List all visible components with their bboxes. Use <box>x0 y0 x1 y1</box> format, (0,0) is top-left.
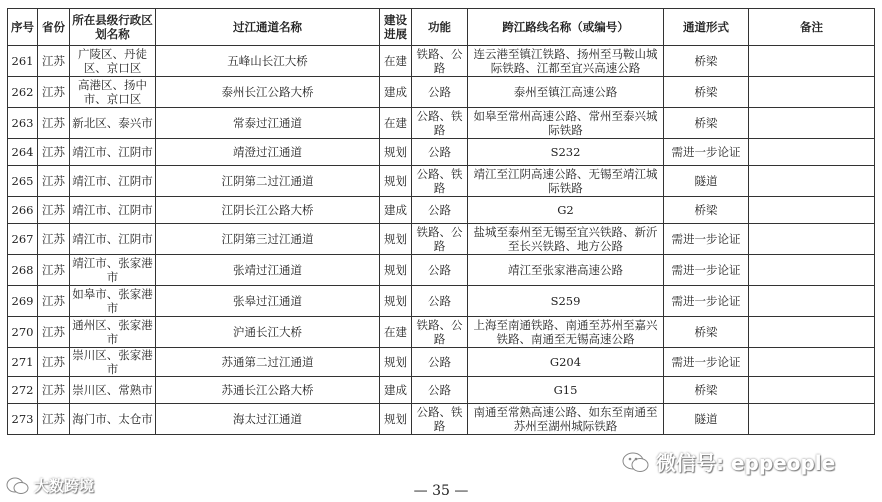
cell-name: 五峰山长江大桥 <box>156 46 380 77</box>
cell-remark <box>749 46 875 77</box>
header-district: 所在县级行政区划名称 <box>70 9 156 46</box>
cell-district: 崇川区、常熟市 <box>70 377 156 404</box>
cell-remark <box>749 317 875 348</box>
cell-form: 需进一步论证 <box>664 139 749 166</box>
cell-route: 盐城至泰州至无锡至宜兴铁路、新沂至长兴铁路、地方公路 <box>468 224 664 255</box>
cell-province: 江苏 <box>38 197 70 224</box>
cell-status: 建成 <box>380 197 412 224</box>
cell-route: 靖江至江阴高速公路、无锡至靖江城际铁路 <box>468 166 664 197</box>
cell-name: 江阴长江公路大桥 <box>156 197 380 224</box>
header-province: 省份 <box>38 9 70 46</box>
table-row <box>8 166 875 197</box>
table-row <box>8 348 875 377</box>
cell-name: 江阴第二过江通道 <box>156 166 380 197</box>
cell-form: 需进一步论证 <box>664 348 749 377</box>
cell-district: 靖江市、江阴市 <box>70 139 156 166</box>
cell-name: 张皋过江通道 <box>156 286 380 317</box>
cell-status: 规划 <box>380 166 412 197</box>
cell-district: 靖江市、江阴市 <box>70 166 156 197</box>
cell-name: 沪通长江大桥 <box>156 317 380 348</box>
cell-form: 桥梁 <box>664 46 749 77</box>
cell-province: 江苏 <box>38 166 70 197</box>
cell-province: 江苏 <box>38 224 70 255</box>
cell-function: 公路 <box>412 377 468 404</box>
cell-status: 建成 <box>380 377 412 404</box>
cell-province: 江苏 <box>38 139 70 166</box>
cell-function: 公路、铁路 <box>412 166 468 197</box>
cell-name: 苏通第二过江通道 <box>156 348 380 377</box>
cell-function: 公路 <box>412 77 468 108</box>
cell-form: 需进一步论证 <box>664 224 749 255</box>
table-row <box>8 286 875 317</box>
cell-name: 张靖过江通道 <box>156 255 380 286</box>
cell-function: 铁路、公路 <box>412 46 468 77</box>
cell-district: 高港区、扬中市、京口区 <box>70 77 156 108</box>
cell-route: 南通至常熟高速公路、如东至南通至苏州至湖州城际铁路 <box>468 404 664 435</box>
cell-name: 苏通长江公路大桥 <box>156 377 380 404</box>
cell-status: 在建 <box>380 46 412 77</box>
cell-no: 261 <box>8 46 38 77</box>
wechat-watermark <box>622 449 872 477</box>
cell-no: 266 <box>8 197 38 224</box>
header-function: 功能 <box>412 9 468 46</box>
cell-district: 广陵区、丹徒区、京口区 <box>70 46 156 77</box>
cell-remark <box>749 139 875 166</box>
cell-remark <box>749 404 875 435</box>
cell-status: 建成 <box>380 77 412 108</box>
cell-name: 常泰过江通道 <box>156 108 380 139</box>
cell-route: 上海至南通铁路、南通至苏州至嘉兴铁路、南通至无锡高速公路 <box>468 317 664 348</box>
watermark-text: 微信号: eppeople <box>656 451 836 475</box>
cell-form: 桥梁 <box>664 197 749 224</box>
table-row <box>8 108 875 139</box>
cell-status: 在建 <box>380 108 412 139</box>
cell-status: 规划 <box>380 224 412 255</box>
table-row <box>8 377 875 404</box>
table-row <box>8 317 875 348</box>
cell-no: 269 <box>8 286 38 317</box>
cell-province: 江苏 <box>38 348 70 377</box>
brand-watermark-text: 大数跨境 <box>34 477 95 495</box>
cell-no: 264 <box>8 139 38 166</box>
cell-no: 272 <box>8 377 38 404</box>
cell-route: 连云港至镇江铁路、扬州至马鞍山城际铁路、江都至宜兴高速公路 <box>468 46 664 77</box>
cell-form: 需进一步论证 <box>664 286 749 317</box>
cell-district: 新北区、泰兴市 <box>70 108 156 139</box>
cell-route: S232 <box>468 139 664 166</box>
cell-function: 公路 <box>412 255 468 286</box>
cell-name: 江阴第三过江通道 <box>156 224 380 255</box>
cell-province: 江苏 <box>38 108 70 139</box>
cell-province: 江苏 <box>38 377 70 404</box>
cell-form: 隧道 <box>664 404 749 435</box>
cell-district: 靖江市、江阴市 <box>70 197 156 224</box>
header-route: 跨江路线名称（或编号） <box>468 9 664 46</box>
header-name: 过江通道名称 <box>156 9 380 46</box>
cell-remark <box>749 197 875 224</box>
cell-remark <box>749 377 875 404</box>
cell-route: 如皋至常州高速公路、常州至泰兴城际铁路 <box>468 108 664 139</box>
cell-function: 公路、铁路 <box>412 404 468 435</box>
cell-no: 271 <box>8 348 38 377</box>
cell-no: 262 <box>8 77 38 108</box>
cell-function: 铁路、公路 <box>412 224 468 255</box>
table-row <box>8 255 875 286</box>
cell-function: 公路 <box>412 197 468 224</box>
cell-status: 规划 <box>380 404 412 435</box>
header-status: 建设进展 <box>380 9 412 46</box>
table-row <box>8 46 875 77</box>
table-row <box>8 139 875 166</box>
cell-status: 在建 <box>380 317 412 348</box>
cell-function: 公路 <box>412 286 468 317</box>
cell-status: 规划 <box>380 255 412 286</box>
cell-function: 公路、铁路 <box>412 108 468 139</box>
cell-province: 江苏 <box>38 404 70 435</box>
cell-function: 铁路、公路 <box>412 317 468 348</box>
cell-province: 江苏 <box>38 77 70 108</box>
cell-district: 通州区、张家港市 <box>70 317 156 348</box>
cell-route: G2 <box>468 197 664 224</box>
cell-province: 江苏 <box>38 286 70 317</box>
cell-district: 崇川区、张家港市 <box>70 348 156 377</box>
cell-remark <box>749 108 875 139</box>
cell-no: 263 <box>8 108 38 139</box>
cell-no: 268 <box>8 255 38 286</box>
cell-district: 海门市、太仓市 <box>70 404 156 435</box>
cell-route: 泰州至镇江高速公路 <box>468 77 664 108</box>
cell-district: 靖江市、张家港市 <box>70 255 156 286</box>
cell-route: 靖江至张家港高速公路 <box>468 255 664 286</box>
cell-no: 270 <box>8 317 38 348</box>
cell-name: 靖澄过江通道 <box>156 139 380 166</box>
header-no: 序号 <box>8 9 38 46</box>
wechat-icon <box>622 451 650 475</box>
cell-no: 273 <box>8 404 38 435</box>
cell-no: 267 <box>8 224 38 255</box>
cell-name: 泰州长江公路大桥 <box>156 77 380 108</box>
cell-route: G204 <box>468 348 664 377</box>
cell-function: 公路 <box>412 139 468 166</box>
cell-province: 江苏 <box>38 46 70 77</box>
header-remark: 备注 <box>749 9 875 46</box>
cell-remark <box>749 286 875 317</box>
table-row <box>8 197 875 224</box>
cell-remark <box>749 166 875 197</box>
cell-form: 桥梁 <box>664 377 749 404</box>
cell-district: 如皋市、张家港市 <box>70 286 156 317</box>
cell-function: 公路 <box>412 348 468 377</box>
cell-status: 规划 <box>380 286 412 317</box>
cell-remark <box>749 224 875 255</box>
cell-status: 规划 <box>380 139 412 166</box>
cell-form: 桥梁 <box>664 77 749 108</box>
cell-no: 265 <box>8 166 38 197</box>
cell-form: 需进一步论证 <box>664 255 749 286</box>
table-row <box>8 404 875 435</box>
cell-province: 江苏 <box>38 317 70 348</box>
cell-form: 桥梁 <box>664 108 749 139</box>
table-header-row <box>8 9 875 46</box>
cell-remark <box>749 348 875 377</box>
page-number: — 35 — <box>413 483 469 499</box>
cell-form: 桥梁 <box>664 317 749 348</box>
cell-name: 海太过江通道 <box>156 404 380 435</box>
cell-route: S259 <box>468 286 664 317</box>
header-form: 通道形式 <box>664 9 749 46</box>
cell-form: 隧道 <box>664 166 749 197</box>
cell-remark <box>749 255 875 286</box>
table-row <box>8 224 875 255</box>
cell-status: 规划 <box>380 348 412 377</box>
cell-route: G15 <box>468 377 664 404</box>
cell-district: 靖江市、江阴市 <box>70 224 156 255</box>
cell-province: 江苏 <box>38 255 70 286</box>
cell-remark <box>749 77 875 108</box>
channel-table <box>7 8 875 435</box>
table-row <box>8 77 875 108</box>
